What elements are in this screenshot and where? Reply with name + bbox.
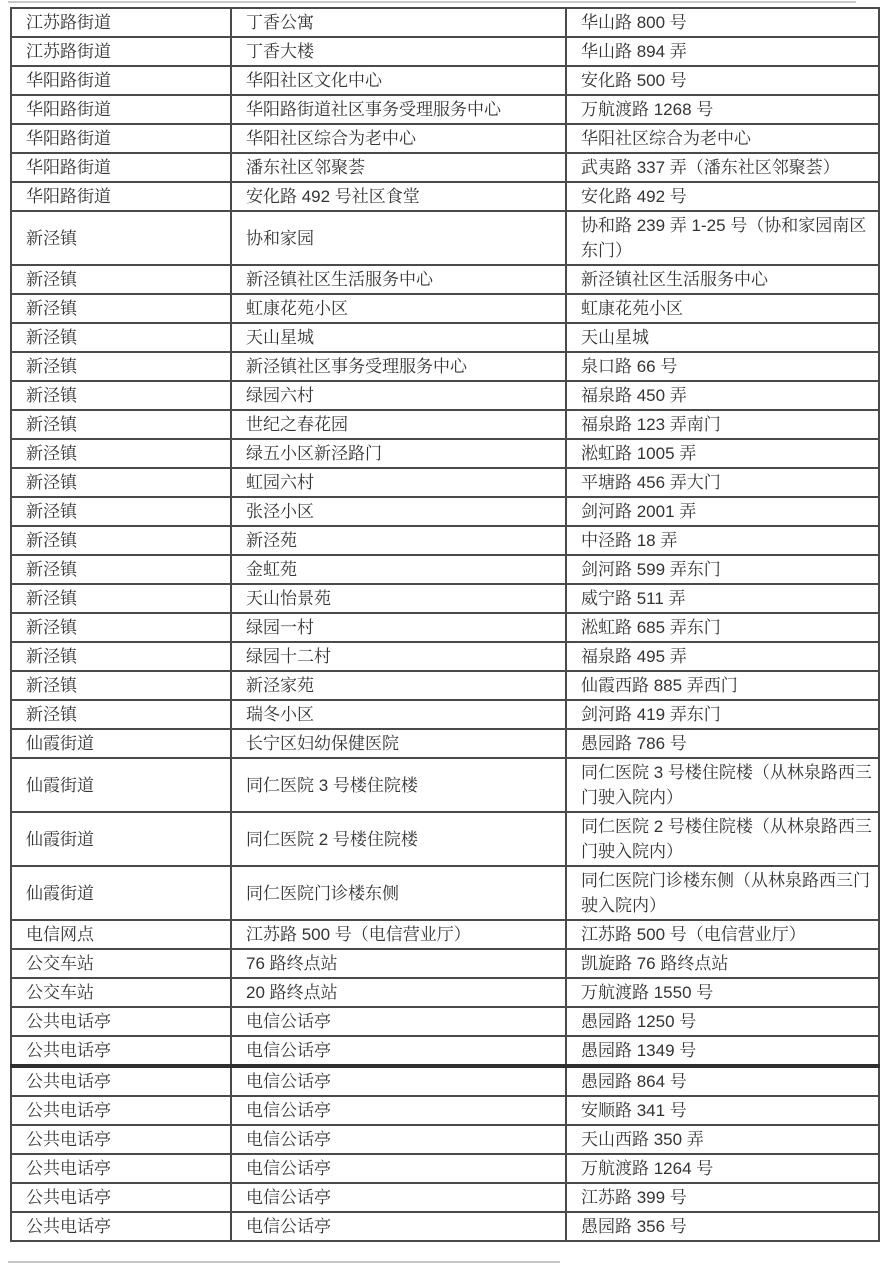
district-cell: 新泾镇	[11, 352, 231, 381]
district-cell: 华阳路街道	[11, 182, 231, 211]
site-name-cell: 长宁区妇幼保健医院	[231, 729, 566, 758]
address-cell: 愚园路 1250 号	[566, 1007, 879, 1036]
table-row	[11, 410, 879, 439]
district-cell: 新泾镇	[11, 381, 231, 410]
address-cell: 武夷路 337 弄（潘东社区邻聚荟）	[566, 153, 879, 182]
table-row	[11, 153, 879, 182]
cropped-table-edge-bottom	[8, 1261, 560, 1263]
table-row	[11, 1154, 879, 1183]
table-row	[11, 729, 879, 758]
address-cell: 平塘路 456 弄大门	[566, 468, 879, 497]
site-name-cell: 同仁医院门诊楼东侧	[231, 866, 566, 920]
district-cell: 公共电话亭	[11, 1154, 231, 1183]
table-row	[11, 555, 879, 584]
address-cell: 天山星城	[566, 323, 879, 352]
address-cell: 福泉路 495 弄	[566, 642, 879, 671]
district-cell: 新泾镇	[11, 211, 231, 265]
address-cell: 同仁医院 2 号楼住院楼（从林泉路西三门驶入院内）	[566, 812, 879, 866]
site-name-cell: 电信公话亭	[231, 1212, 566, 1241]
site-name-cell: 虹园六村	[231, 468, 566, 497]
table-row	[11, 1066, 879, 1096]
address-cell: 凯旋路 76 路终点站	[566, 949, 879, 978]
site-name-cell: 绿五小区新泾路门	[231, 439, 566, 468]
site-name-cell: 金虹苑	[231, 555, 566, 584]
table-row	[11, 468, 879, 497]
address-cell: 中泾路 18 弄	[566, 526, 879, 555]
address-cell: 剑河路 419 弄东门	[566, 700, 879, 729]
district-cell: 华阳路街道	[11, 153, 231, 182]
district-cell: 江苏路街道	[11, 37, 231, 66]
address-cell: 福泉路 123 弄南门	[566, 410, 879, 439]
district-cell: 仙霞街道	[11, 866, 231, 920]
address-cell: 安化路 500 号	[566, 66, 879, 95]
address-cell: 愚园路 1349 号	[566, 1036, 879, 1066]
district-cell: 华阳路街道	[11, 124, 231, 153]
address-cell: 同仁医院 3 号楼住院楼（从林泉路西三门驶入院内）	[566, 758, 879, 812]
table-row	[11, 613, 879, 642]
address-cell: 愚园路 356 号	[566, 1212, 879, 1241]
address-cell: 华阳社区综合为老中心	[566, 124, 879, 153]
district-cell: 新泾镇	[11, 439, 231, 468]
district-cell: 新泾镇	[11, 613, 231, 642]
site-name-cell: 新泾镇社区事务受理服务中心	[231, 352, 566, 381]
site-name-cell: 江苏路 500 号（电信营业厅）	[231, 920, 566, 949]
site-name-cell: 世纪之春花园	[231, 410, 566, 439]
table-row	[11, 671, 879, 700]
table-row	[11, 978, 879, 1007]
district-cell: 公共电话亭	[11, 1125, 231, 1154]
site-name-cell: 瑞冬小区	[231, 700, 566, 729]
address-cell: 淞虹路 1005 弄	[566, 439, 879, 468]
district-cell: 仙霞街道	[11, 729, 231, 758]
site-name-cell: 电信公话亭	[231, 1183, 566, 1212]
site-name-cell: 电信公话亭	[231, 1066, 566, 1096]
table-row	[11, 1096, 879, 1125]
address-cell: 仙霞西路 885 弄西门	[566, 671, 879, 700]
district-cell: 新泾镇	[11, 555, 231, 584]
address-cell: 万航渡路 1264 号	[566, 1154, 879, 1183]
district-cell: 公共电话亭	[11, 1096, 231, 1125]
address-cell: 安化路 492 号	[566, 182, 879, 211]
table-row	[11, 265, 879, 294]
table-row	[11, 37, 879, 66]
district-cell: 新泾镇	[11, 410, 231, 439]
table-row	[11, 95, 879, 124]
district-cell: 新泾镇	[11, 265, 231, 294]
site-name-cell: 电信公话亭	[231, 1125, 566, 1154]
table-row	[11, 211, 879, 265]
site-name-cell: 绿园六村	[231, 381, 566, 410]
district-cell: 公共电话亭	[11, 1212, 231, 1241]
district-cell: 新泾镇	[11, 584, 231, 613]
table-row	[11, 1212, 879, 1241]
site-name-cell: 绿园一村	[231, 613, 566, 642]
address-cell: 愚园路 864 号	[566, 1066, 879, 1096]
site-name-cell: 丁香大楼	[231, 37, 566, 66]
address-cell: 江苏路 399 号	[566, 1183, 879, 1212]
sites-table	[10, 7, 880, 1242]
district-cell: 新泾镇	[11, 671, 231, 700]
district-cell: 新泾镇	[11, 700, 231, 729]
address-cell: 泉口路 66 号	[566, 352, 879, 381]
district-cell: 华阳路街道	[11, 66, 231, 95]
table-row	[11, 1036, 879, 1066]
table-row	[11, 812, 879, 866]
district-cell: 华阳路街道	[11, 95, 231, 124]
table-row	[11, 352, 879, 381]
address-cell: 愚园路 786 号	[566, 729, 879, 758]
table-row	[11, 1125, 879, 1154]
district-cell: 公共电话亭	[11, 1007, 231, 1036]
address-cell: 剑河路 2001 弄	[566, 497, 879, 526]
table-row	[11, 66, 879, 95]
district-cell: 公共电话亭	[11, 1066, 231, 1096]
table-row	[11, 1183, 879, 1212]
site-name-cell: 新泾苑	[231, 526, 566, 555]
table-row	[11, 439, 879, 468]
address-cell: 福泉路 450 弄	[566, 381, 879, 410]
table-body	[11, 8, 879, 1241]
district-cell: 公共电话亭	[11, 1036, 231, 1066]
table-row	[11, 920, 879, 949]
site-name-cell: 张泾小区	[231, 497, 566, 526]
district-cell: 新泾镇	[11, 526, 231, 555]
site-name-cell: 天山怡景苑	[231, 584, 566, 613]
district-cell: 电信网点	[11, 920, 231, 949]
district-cell: 新泾镇	[11, 642, 231, 671]
table-row	[11, 124, 879, 153]
district-cell: 仙霞街道	[11, 812, 231, 866]
table-row	[11, 758, 879, 812]
site-name-cell: 虹康花苑小区	[231, 294, 566, 323]
address-cell: 虹康花苑小区	[566, 294, 879, 323]
address-cell: 新泾镇社区生活服务中心	[566, 265, 879, 294]
address-cell: 安顺路 341 号	[566, 1096, 879, 1125]
cropped-table-edge-top	[8, 1, 856, 3]
address-cell: 万航渡路 1268 号	[566, 95, 879, 124]
address-cell: 威宁路 511 弄	[566, 584, 879, 613]
district-cell: 新泾镇	[11, 468, 231, 497]
site-name-cell: 20 路终点站	[231, 978, 566, 1007]
address-cell: 江苏路 500 号（电信营业厅）	[566, 920, 879, 949]
district-cell: 公共电话亭	[11, 1183, 231, 1212]
site-name-cell: 华阳社区综合为老中心	[231, 124, 566, 153]
table-row	[11, 526, 879, 555]
site-name-cell: 安化路 492 号社区食堂	[231, 182, 566, 211]
site-name-cell: 协和家园	[231, 211, 566, 265]
site-name-cell: 76 路终点站	[231, 949, 566, 978]
site-name-cell: 电信公话亭	[231, 1036, 566, 1066]
address-cell: 同仁医院门诊楼东侧（从林泉路西三门驶入院内）	[566, 866, 879, 920]
table-row	[11, 866, 879, 920]
district-cell: 仙霞街道	[11, 758, 231, 812]
address-cell: 华山路 894 弄	[566, 37, 879, 66]
site-name-cell: 潘东社区邻聚荟	[231, 153, 566, 182]
address-cell: 万航渡路 1550 号	[566, 978, 879, 1007]
table-row	[11, 294, 879, 323]
table-row	[11, 381, 879, 410]
address-cell: 协和路 239 弄 1-25 号（协和家园南区东门）	[566, 211, 879, 265]
table-row	[11, 949, 879, 978]
table-row	[11, 8, 879, 37]
site-name-cell: 华阳路街道社区事务受理服务中心	[231, 95, 566, 124]
site-name-cell: 绿园十二村	[231, 642, 566, 671]
address-cell: 淞虹路 685 弄东门	[566, 613, 879, 642]
site-name-cell: 电信公话亭	[231, 1007, 566, 1036]
site-name-cell: 丁香公寓	[231, 8, 566, 37]
site-name-cell: 新泾家苑	[231, 671, 566, 700]
table-row	[11, 642, 879, 671]
table-row	[11, 182, 879, 211]
table-row	[11, 1007, 879, 1036]
district-cell: 新泾镇	[11, 294, 231, 323]
address-cell: 华山路 800 号	[566, 8, 879, 37]
site-name-cell: 华阳社区文化中心	[231, 66, 566, 95]
site-name-cell: 新泾镇社区生活服务中心	[231, 265, 566, 294]
district-cell: 公交车站	[11, 949, 231, 978]
table-row	[11, 584, 879, 613]
site-name-cell: 电信公话亭	[231, 1154, 566, 1183]
table-row	[11, 323, 879, 352]
district-cell: 江苏路街道	[11, 8, 231, 37]
table-row	[11, 497, 879, 526]
district-cell: 新泾镇	[11, 497, 231, 526]
district-cell: 新泾镇	[11, 323, 231, 352]
site-name-cell: 天山星城	[231, 323, 566, 352]
address-cell: 剑河路 599 弄东门	[566, 555, 879, 584]
site-name-cell: 同仁医院 3 号楼住院楼	[231, 758, 566, 812]
site-name-cell: 电信公话亭	[231, 1096, 566, 1125]
district-cell: 公交车站	[11, 978, 231, 1007]
site-name-cell: 同仁医院 2 号楼住院楼	[231, 812, 566, 866]
address-cell: 天山西路 350 弄	[566, 1125, 879, 1154]
table-row	[11, 700, 879, 729]
